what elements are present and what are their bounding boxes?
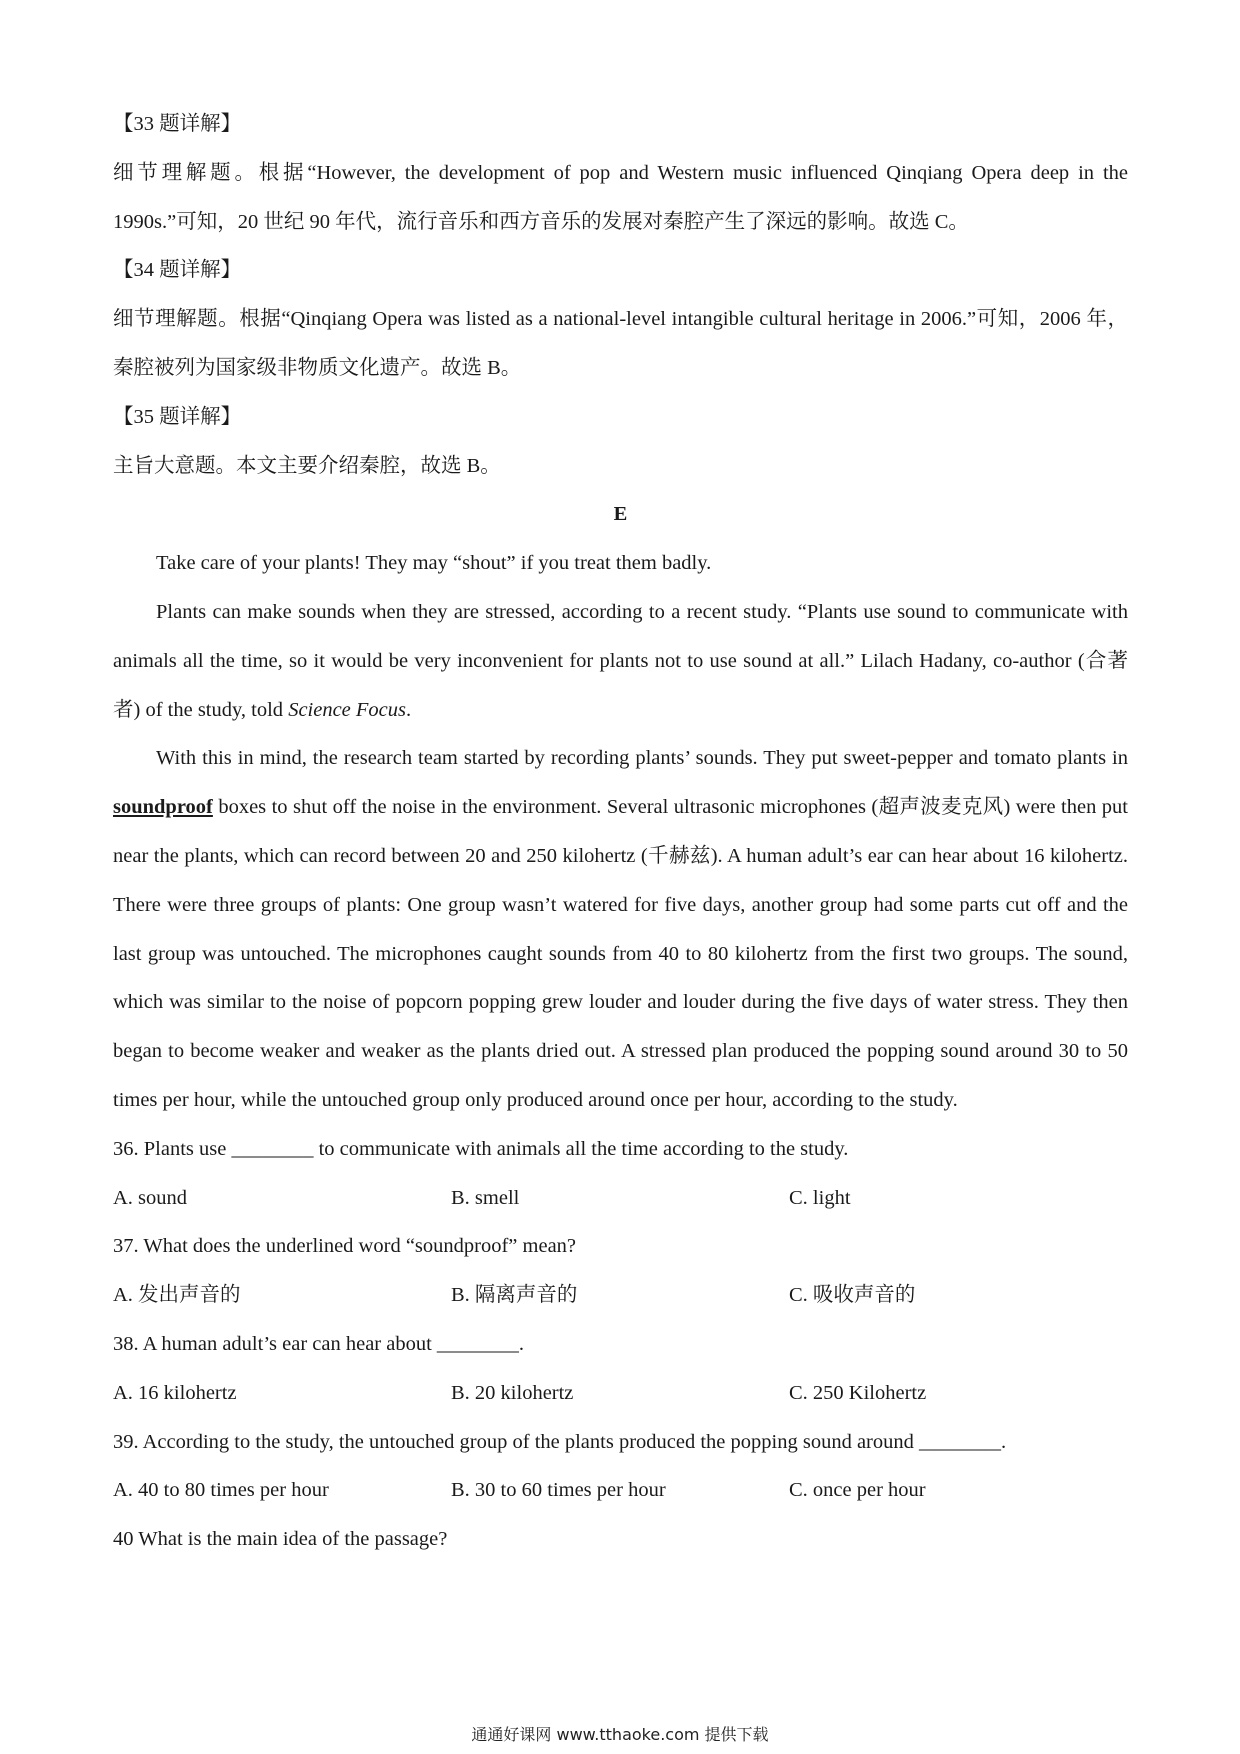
underlined-word: soundproof (113, 796, 213, 819)
paragraph-3-rest: boxes to shut off the noise in the environment. Several ultrasonic microphones (超声波麦克风) were then put near the plants, which can record between 20 and 250 kilohertz (千赫兹). A human adult’s ear can hear about 16 kilohertz. There were three groups of plants: One group wasn’t watered for five days, another group had some parts cut off and the last group was untouched. The microphones caught sounds from 40 to 80 kilohertz from the first two groups. The sound, which was similar to the noise of popcorn popping grew louder and louder during the five days of water stress. They then began to become weaker and weaker as the plants dried out. A stressed plan produced the popping sound around 30 to 50 times per hour, while the untouched group only produced around once per hour, according to the study. (113, 796, 1128, 1111)
option-b: B. 隔离声音的 (451, 1284, 578, 1307)
passage-paragraph-2 (113, 588, 1128, 734)
option-a: A. 16 kilohertz (113, 1381, 237, 1404)
passage-paragraph-3 (113, 734, 1128, 1124)
option-b: B. smell (451, 1186, 520, 1209)
answer-options (113, 1466, 1128, 1515)
option-c: C. once per hour (789, 1479, 926, 1502)
answer-options (113, 1174, 1128, 1223)
option-c: C. light (789, 1186, 851, 1209)
option-a: A. sound (113, 1186, 188, 1209)
option-c: C. 250 Kilohertz (789, 1381, 927, 1404)
section-title: E (613, 503, 628, 526)
paragraph-3-text: With this in mind, the research team started by recording plants’ sounds. They put sweet-pepper and tomato plants in (156, 747, 1128, 770)
option-a: A. 发出声音的 (113, 1284, 241, 1307)
q35-heading: 【35 题详解】 (113, 405, 242, 428)
q34-heading: 【34 题详解】 (113, 259, 242, 282)
question-stem: 36. Plants use ________ to communicate with animals all the time according to the study. (113, 1137, 849, 1160)
question-stem: 38. A human adult’s ear can hear about ________. (113, 1332, 525, 1355)
answer-options (113, 1369, 1128, 1418)
question-stem: 37. What does the underlined word “soundproof” mean? (113, 1235, 577, 1258)
paragraph-2-end: . (406, 698, 412, 721)
option-b: B. 20 kilohertz (451, 1381, 574, 1404)
q34-explanation: 细节理解题。根据“Qinqiang Opera was listed as a national-level intangible cultural heritage in 2006.”可知，2006 年，秦腔被列为国家级非物质文化遗产。故选 B。 (113, 308, 1128, 379)
page-footer: 通通好课网 www.tthaoke.com 提供下载 (471, 1725, 769, 1744)
option-c: C. 吸收声音的 (789, 1284, 916, 1307)
q33-explanation: 细节理解题。根据“However, the development of pop and Western music influenced Qinqiang Opera deep in the 1990s.”可知，20 世纪 90 年代，流行音乐和西方音乐的发展对秦腔产生了深远的影响。故选 C。 (113, 161, 1128, 233)
q35-explanation: 主旨大意题。本文主要介绍秦腔，故选 B。 (113, 454, 501, 477)
answer-options (113, 1271, 1128, 1320)
magazine-title: Science Focus (288, 698, 407, 721)
question-stem: 40 What is the main idea of the passage? (113, 1528, 448, 1551)
question-stem: 39. According to the study, the untouched group of the plants produced the popping sound around ________. (113, 1430, 1007, 1453)
option-a: A. 40 to 80 times per hour (113, 1479, 329, 1502)
page-content (113, 100, 1128, 1564)
option-b: B. 30 to 60 times per hour (451, 1479, 666, 1502)
passage-paragraph-1: Take care of your plants! They may “shout” if you treat them badly. (156, 552, 712, 575)
q33-heading: 【33 题详解】 (113, 113, 242, 135)
paragraph-2-text: Plants can make sounds when they are stressed, according to a recent study. “Plants use sound to communicate with animals all the time, so it would be very inconvenient for plants not to use sound at all.” Lilach Hadany, co-author (合著者) of the study, told (113, 600, 1128, 721)
